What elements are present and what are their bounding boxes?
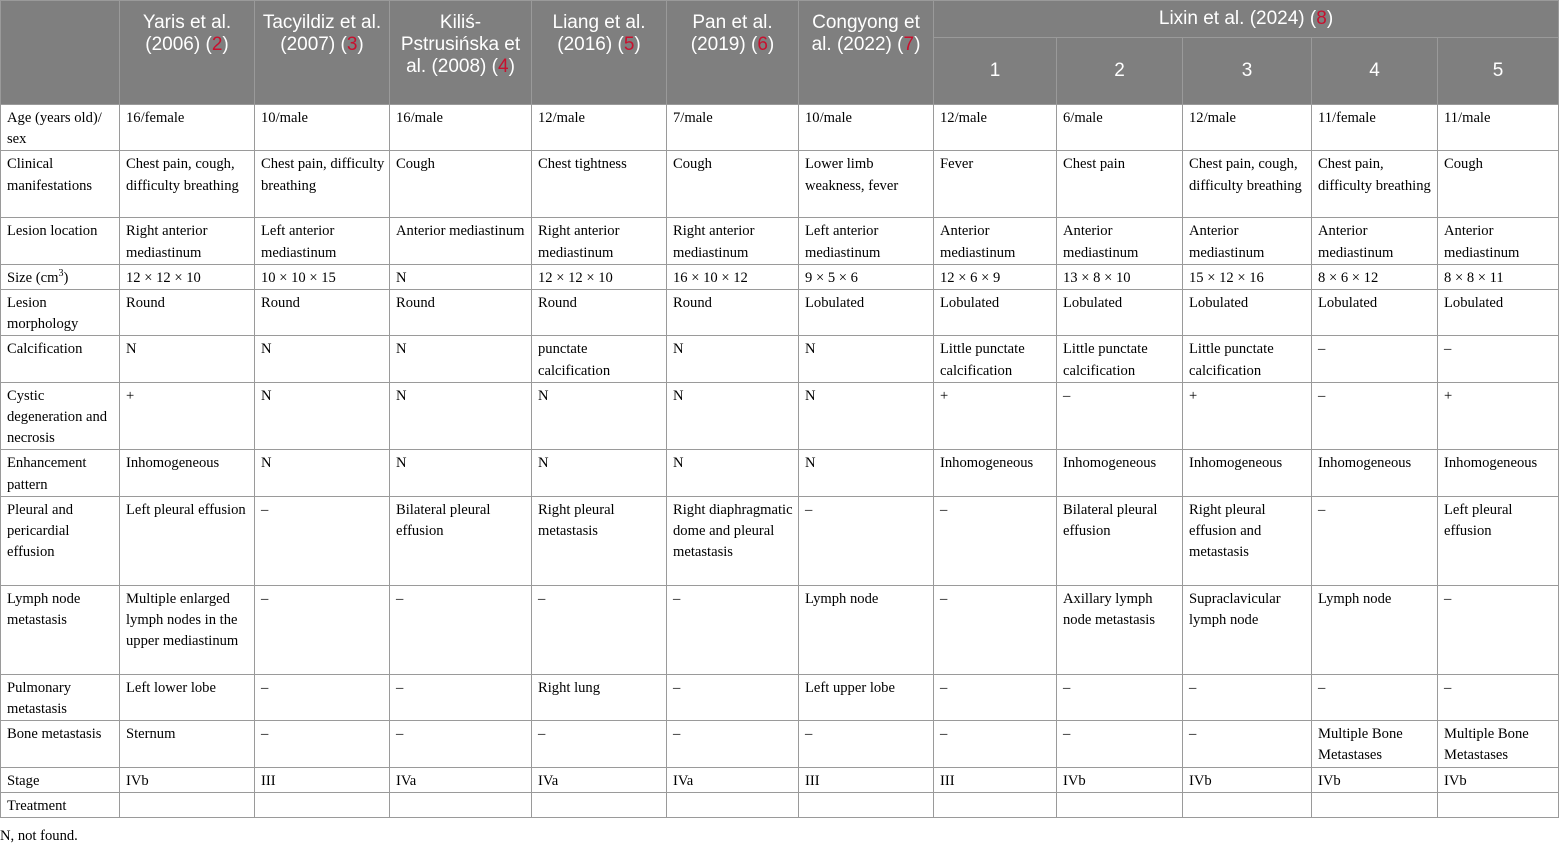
table-cell: IVb (1057, 767, 1183, 792)
column-header (532, 1, 667, 105)
table-cell: – (255, 674, 390, 720)
table-cell: IVb (1438, 767, 1559, 792)
table-cell: Little punctate calcification (1057, 336, 1183, 382)
table-cell: IVa (532, 767, 667, 792)
author-citation: Pan et al. (2019) ( (690, 12, 773, 55)
case-number-header: 1 (934, 38, 1057, 105)
table-cell: + (1183, 382, 1312, 450)
table-cell: 10 × 10 × 15 (255, 264, 390, 289)
table-cell: Right anterior mediastinum (667, 218, 799, 264)
table-cell: – (1183, 721, 1312, 767)
row-label-text: Cystic degeneration and necrosis (7, 387, 108, 447)
table-cell: Sternum (120, 721, 255, 767)
table-cell: – (1183, 674, 1312, 720)
table-cell: Inhomogeneous (1183, 450, 1312, 496)
table-row (1, 792, 1559, 817)
table-cell: Cough (1438, 151, 1559, 218)
table-cell: – (532, 585, 667, 674)
table-row (1, 151, 1559, 218)
table-cell: N (799, 336, 934, 382)
table-cell: Axillary lymph node metastasis (1057, 585, 1183, 674)
table-cell: Left pleural effusion (120, 496, 255, 585)
table-cell: Anterior mediastinum (390, 218, 532, 264)
table-cell: Round (667, 290, 799, 336)
table-cell: N (390, 382, 532, 450)
row-label (1, 767, 120, 792)
table-cell: Little punctate calcification (934, 336, 1057, 382)
table-cell: Right anterior mediastinum (120, 218, 255, 264)
table-cell: – (1438, 336, 1559, 382)
table-cell: IVa (667, 767, 799, 792)
citation-close: ) (357, 34, 364, 55)
table-cell: Right diaphragmatic dome and pleural metastasis (667, 496, 799, 585)
table-row (1, 721, 1559, 767)
table-cell: Round (532, 290, 667, 336)
table-cell: – (1057, 721, 1183, 767)
reference-link[interactable]: 3 (346, 34, 358, 55)
reference-link[interactable]: 7 (903, 34, 915, 55)
table-cell: Round (120, 290, 255, 336)
table-cell: Anterior mediastinum (1057, 218, 1183, 264)
table-cell: Lobulated (1057, 290, 1183, 336)
table-cell: 10/male (799, 105, 934, 151)
row-label-text: Lymph node metastasis (7, 590, 81, 629)
table-cell: – (667, 674, 799, 720)
author-citation: Tacyildiz et al. (2007) ( (262, 12, 382, 55)
table-cell: N (667, 450, 799, 496)
table-cell (934, 792, 1057, 817)
row-label-text: Clinical manifestations (7, 156, 93, 194)
table-cell: 11/female (1312, 105, 1438, 151)
table-cell: 12/male (1183, 105, 1312, 151)
table-cell (1438, 792, 1559, 817)
table-cell: Inhomogeneous (934, 450, 1057, 496)
author-citation: Kiliś-Pstrusińska et al. (2008) ( (400, 12, 521, 77)
table-cell: Bilateral pleural effusion (1057, 496, 1183, 585)
case-number-header: 5 (1438, 38, 1559, 105)
column-header (799, 1, 934, 105)
table-cell: – (1057, 382, 1183, 450)
table-cell: punctate calcification (532, 336, 667, 382)
table-cell: Right lung (532, 674, 667, 720)
citation-close: ) (508, 56, 515, 77)
table-cell: 12 × 12 × 10 (532, 264, 667, 289)
table-cell: – (1057, 674, 1183, 720)
table-cell: N (667, 382, 799, 450)
table-cell: – (1438, 674, 1559, 720)
table-cell: Lymph node (799, 585, 934, 674)
table-body (1, 105, 1559, 818)
table-cell: Lobulated (934, 290, 1057, 336)
table-row (1, 382, 1559, 450)
row-label (1, 264, 120, 289)
table-cell: Lobulated (799, 290, 934, 336)
column-header (390, 1, 532, 105)
row-label-text: Pleural and pericardial effusion (7, 501, 74, 561)
table-cell: 7/male (667, 105, 799, 151)
table-cell: – (1312, 336, 1438, 382)
table-cell: – (255, 721, 390, 767)
table-cell: Anterior mediastinum (1183, 218, 1312, 264)
author-citation: Yaris et al. (2006) ( (142, 12, 232, 55)
reference-link[interactable]: 8 (1316, 8, 1327, 29)
reference-link[interactable]: 6 (757, 34, 768, 55)
table-header (1, 1, 1559, 105)
table-row (1, 105, 1559, 151)
table-cell: Lymph node (1312, 585, 1438, 674)
table-cell: N (532, 382, 667, 450)
row-label (1, 151, 120, 218)
table-cell: Round (390, 290, 532, 336)
table-row (1, 767, 1559, 792)
table-cell: Cough (390, 151, 532, 218)
author-citation: Liang et al. (2016) ( (552, 12, 646, 55)
table-cell: + (934, 382, 1057, 450)
table-cell: – (934, 496, 1057, 585)
table-cell (532, 792, 667, 817)
group-header (934, 1, 1559, 38)
table-cell: N (255, 450, 390, 496)
citation-close: ) (914, 34, 921, 55)
table-cell: 12/male (532, 105, 667, 151)
reference-link[interactable]: 5 (623, 34, 635, 55)
table-cell: 12/male (934, 105, 1057, 151)
table-cell: Left lower lobe (120, 674, 255, 720)
table-cell: 16 × 10 × 12 (667, 264, 799, 289)
row-label (1, 721, 120, 767)
table-cell (255, 792, 390, 817)
table-cell: N (390, 336, 532, 382)
table-cell: Inhomogeneous (120, 450, 255, 496)
row-label-text: Bone metastasis (7, 726, 102, 743)
table-cell: N (667, 336, 799, 382)
table-cell (1312, 792, 1438, 817)
table-row (1, 674, 1559, 720)
table-cell: Anterior mediastinum (1312, 218, 1438, 264)
table-cell: III (799, 767, 934, 792)
table-row (1, 496, 1559, 585)
table-cell: Round (255, 290, 390, 336)
table-cell: 16/female (120, 105, 255, 151)
row-label-text: Age (years old)/ sex (7, 110, 102, 148)
table-cell: 10/male (255, 105, 390, 151)
table-cell: – (390, 585, 532, 674)
row-label (1, 382, 120, 450)
table-cell (799, 792, 934, 817)
case-number-header: 2 (1057, 38, 1183, 105)
row-label (1, 585, 120, 674)
table-row (1, 585, 1559, 674)
table-cell: IVa (390, 767, 532, 792)
table-row (1, 264, 1559, 289)
table-cell: N (799, 450, 934, 496)
table-cell: Lobulated (1183, 290, 1312, 336)
case-number-header: 4 (1312, 38, 1438, 105)
table-row (1, 218, 1559, 264)
row-label (1, 105, 120, 151)
table-cell: Fever (934, 151, 1057, 218)
table-cell: – (667, 585, 799, 674)
table-cell: N (532, 450, 667, 496)
table-cell: – (1312, 382, 1438, 450)
table-cell: N (390, 264, 532, 289)
table-cell: IVb (120, 767, 255, 792)
table-cell: Chest pain, cough, difficulty breathing (120, 151, 255, 218)
row-label (1, 496, 120, 585)
table-cell: + (1438, 382, 1559, 450)
row-label-text: Stage (7, 772, 40, 789)
table-cell: 6/male (1057, 105, 1183, 151)
table-cell: 8 × 8 × 11 (1438, 264, 1559, 289)
table-cell: Bilateral pleural effusion (390, 496, 532, 585)
table-cell: 15 × 12 × 16 (1183, 264, 1312, 289)
table-cell: N (120, 336, 255, 382)
table-cell (120, 792, 255, 817)
table-cell: IVb (1183, 767, 1312, 792)
column-header (255, 1, 390, 105)
table-row (1, 336, 1559, 382)
table-cell: Lower limb weakness, fever (799, 151, 934, 218)
table-cell: Left pleural effusion (1438, 496, 1559, 585)
column-header (120, 1, 255, 105)
table-cell: Right pleural effusion and metastasis (1183, 496, 1312, 585)
table-cell: Chest pain, difficulty breathing (255, 151, 390, 218)
row-label-text: Lesion morphology (7, 295, 79, 333)
citation-close: ) (767, 34, 775, 55)
table-cell: – (934, 585, 1057, 674)
table-cell: Chest pain, difficulty breathing (1312, 151, 1438, 218)
table-cell: Multiple enlarged lymph nodes in the upper mediastinum (120, 585, 255, 674)
row-label (1, 450, 120, 496)
table-row (1, 450, 1559, 496)
table-cell: – (1312, 674, 1438, 720)
header-corner-cell (1, 1, 120, 105)
row-label (1, 336, 120, 382)
table-cell: Chest pain (1057, 151, 1183, 218)
column-header (667, 1, 799, 105)
row-label-text: Size (cm (7, 269, 59, 286)
row-label (1, 218, 120, 264)
row-label (1, 792, 120, 817)
table-cell: + (120, 382, 255, 450)
row-label (1, 290, 120, 336)
row-label-superscript: 3 (58, 267, 64, 279)
table-cell: – (390, 721, 532, 767)
table-cell: N (799, 382, 934, 450)
reference-link[interactable]: 2 (211, 34, 223, 55)
table-cell: – (799, 721, 934, 767)
table-cell: N (390, 450, 532, 496)
table-cell: N (255, 382, 390, 450)
table-cell: – (799, 496, 934, 585)
reference-link[interactable]: 4 (497, 56, 509, 77)
table-cell: Lobulated (1438, 290, 1559, 336)
row-label (1, 674, 120, 720)
table-cell (1057, 792, 1183, 817)
table-cell: 13 × 8 × 10 (1057, 264, 1183, 289)
table-cell: Right pleural metastasis (532, 496, 667, 585)
author-citation: Lixin et al. (2024) ( (1158, 8, 1317, 29)
table-cell: – (667, 721, 799, 767)
table-cell: III (255, 767, 390, 792)
table-cell: Left upper lobe (799, 674, 934, 720)
row-label-text: Calcification (7, 341, 83, 358)
table-cell: – (1438, 585, 1559, 674)
table-row (1, 290, 1559, 336)
table-cell: N (255, 336, 390, 382)
row-label-tail: ) (63, 269, 69, 286)
table-cell: Chest tightness (532, 151, 667, 218)
table-cell: 12 × 6 × 9 (934, 264, 1057, 289)
table-cell: Little punctate calcification (1183, 336, 1312, 382)
table-cell: Supraclavicular lymph node (1183, 585, 1312, 674)
citation-close: ) (222, 34, 229, 55)
table-cell: Anterior mediastinum (1438, 218, 1559, 264)
table-cell: Inhomogeneous (1057, 450, 1183, 496)
author-citation: Congyong et al. (2022) ( (811, 12, 920, 55)
case-number-header: 3 (1183, 38, 1312, 105)
table-cell: – (532, 721, 667, 767)
table-cell: Left anterior mediastinum (255, 218, 390, 264)
table-cell: – (934, 674, 1057, 720)
row-label-text: Pulmonary metastasis (7, 679, 72, 718)
citation-close: ) (1326, 8, 1334, 29)
table-cell: 8 × 6 × 12 (1312, 264, 1438, 289)
table-footnote: N, not found. (0, 828, 78, 844)
table-cell: Left anterior mediastinum (799, 218, 934, 264)
table-cell: 16/male (390, 105, 532, 151)
header-row (1, 1, 1559, 38)
table-cell: Chest pain, cough, difficulty breathing (1183, 151, 1312, 218)
table-cell: Right anterior mediastinum (532, 218, 667, 264)
table-cell: Inhomogeneous (1438, 450, 1559, 496)
row-label-text: Treatment (7, 797, 67, 814)
table-cell: – (255, 496, 390, 585)
table-cell: 9 × 5 × 6 (799, 264, 934, 289)
table-cell: Multiple Bone Metastases (1438, 721, 1559, 767)
row-label-text: Enhancement pattern (7, 455, 87, 493)
table-cell (390, 792, 532, 817)
table-cell: IVb (1312, 767, 1438, 792)
table-cell: – (390, 674, 532, 720)
table-cell: Anterior mediastinum (934, 218, 1057, 264)
table-cell: Multiple Bone Metastases (1312, 721, 1438, 767)
table-cell: Lobulated (1312, 290, 1438, 336)
table-cell (667, 792, 799, 817)
table-cell: 11/male (1438, 105, 1559, 151)
table-cell: Inhomogeneous (1312, 450, 1438, 496)
table-cell: – (255, 585, 390, 674)
table-cell: III (934, 767, 1057, 792)
table-cell: 12 × 12 × 10 (120, 264, 255, 289)
citation-close: ) (634, 34, 641, 55)
table-cell: Cough (667, 151, 799, 218)
table-cell (1183, 792, 1312, 817)
table-cell: – (1312, 496, 1438, 585)
row-label-text: Lesion location (7, 223, 98, 240)
table-cell: – (934, 721, 1057, 767)
